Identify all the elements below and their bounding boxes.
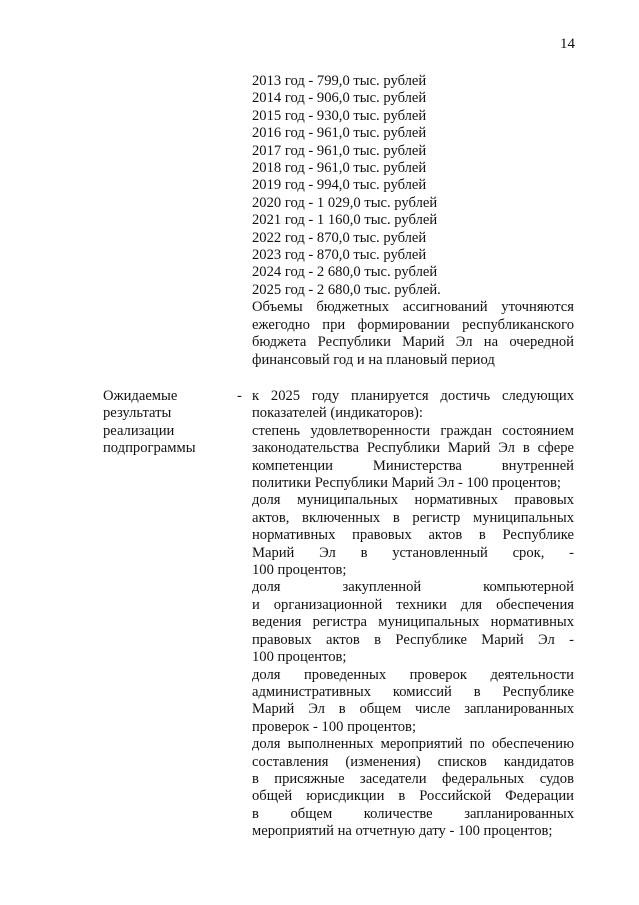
expected-results-content <box>252 388 574 841</box>
indicator-item <box>252 667 574 737</box>
budget-note-line: Объемы бюджетных ассигнований уточняются <box>252 299 574 316</box>
budget-note-line: ежегодно при формировании республиканского <box>252 316 574 333</box>
budget-note-line: бюджета Республики Марий Эл на очередной <box>252 334 574 351</box>
indicator-line: Марий Эл в общем числе запланированных <box>252 701 574 718</box>
budget-year-line: 2015 год - 930,0 тыс. рублей <box>252 107 427 124</box>
indicator-line: доля проведенных проверок деятельности <box>252 666 574 683</box>
budget-year-line: 2023 год - 870,0 тыс. рублей <box>252 247 427 264</box>
indicator-line: в общем количестве запланированных <box>252 805 574 822</box>
budget-year-line: 2016 год - 961,0 тыс. рублей <box>252 125 427 142</box>
indicator-line: доля закупленной компьютерной <box>252 579 574 596</box>
indicator-line: нормативных правовых актов в Республике <box>252 527 574 544</box>
indicator-item <box>252 423 574 493</box>
budget-note <box>252 299 574 369</box>
intro-line: показателей (индикаторов): <box>252 405 423 422</box>
budget-year-line: 2022 год - 870,0 тыс. рублей <box>252 229 427 246</box>
indicator-line: законодательства Республики Марий Эл в сфере <box>252 440 574 457</box>
expected-results-label <box>103 388 228 458</box>
budget-year-line: 2017 год - 961,0 тыс. рублей <box>252 142 427 159</box>
indicator-line: общей юрисдикции в Российской Федерации <box>252 788 574 805</box>
indicator-line: 100 процентов; <box>252 562 347 579</box>
budget-year-line: 2021 год - 1 160,0 тыс. рублей <box>252 212 438 229</box>
indicator-line: доля выполненных мероприятий по обеспечению <box>252 736 574 753</box>
indicator-item <box>252 736 574 840</box>
indicator-line: ведения регистра муниципальных нормативных <box>252 614 574 631</box>
indicator-line: правовых актов в Республике Марий Эл - <box>252 631 574 648</box>
page-number: 14 <box>560 36 575 52</box>
row-dash: - <box>237 388 242 404</box>
indicator-line: в присяжные заседатели федеральных судов <box>252 770 574 787</box>
budget-allocations <box>252 73 574 369</box>
label-line: реализации <box>103 422 175 439</box>
indicator-line: проверок - 100 процентов; <box>252 718 416 735</box>
budget-note-line: финансовый год и на плановый период <box>252 351 495 368</box>
budget-year-line: 2020 год - 1 029,0 тыс. рублей <box>252 194 438 211</box>
indicator-line: административных комиссий в Республике <box>252 683 574 700</box>
indicator-line: доля муниципальных нормативных правовых <box>252 492 574 509</box>
label-line: результаты <box>103 405 172 422</box>
budget-year-line: 2013 год - 799,0 тыс. рублей <box>252 73 427 89</box>
budget-year-line: 2019 год - 994,0 тыс. рублей <box>252 177 427 194</box>
budget-year-line: 2024 год - 2 680,0 тыс. рублей <box>252 264 438 281</box>
budget-year-line: 2025 год - 2 680,0 тыс. рублей. <box>252 281 441 298</box>
results-intro <box>252 388 574 423</box>
indicator-line: политики Республики Марий Эл - 100 процентов; <box>252 475 561 492</box>
indicator-line: Марий Эл в установленный срок, - <box>252 544 574 561</box>
intro-line: к 2025 году планируется достичь следующих <box>252 388 574 404</box>
indicator-item <box>252 492 574 579</box>
label-line: подпрограммы <box>103 440 196 457</box>
indicator-line: составления (изменения) списков кандидатов <box>252 753 574 770</box>
indicator-line: компетенции Министерства внутренней <box>252 457 574 474</box>
indicator-line: актов, включенных в регистр муниципальных <box>252 509 574 526</box>
indicator-line: 100 процентов; <box>252 649 347 666</box>
indicator-item <box>252 579 574 666</box>
label-line: Ожидаемые <box>103 388 178 404</box>
budget-year-line: 2014 год - 906,0 тыс. рублей <box>252 90 427 107</box>
indicator-line: и организационной техники для обеспечения <box>252 596 574 613</box>
budget-year-line: 2018 год - 961,0 тыс. рублей <box>252 160 427 177</box>
indicator-line: мероприятий на отчетную дату - 100 процентов; <box>252 823 553 840</box>
indicator-line: степень удовлетворенности граждан состоянием <box>252 422 574 439</box>
